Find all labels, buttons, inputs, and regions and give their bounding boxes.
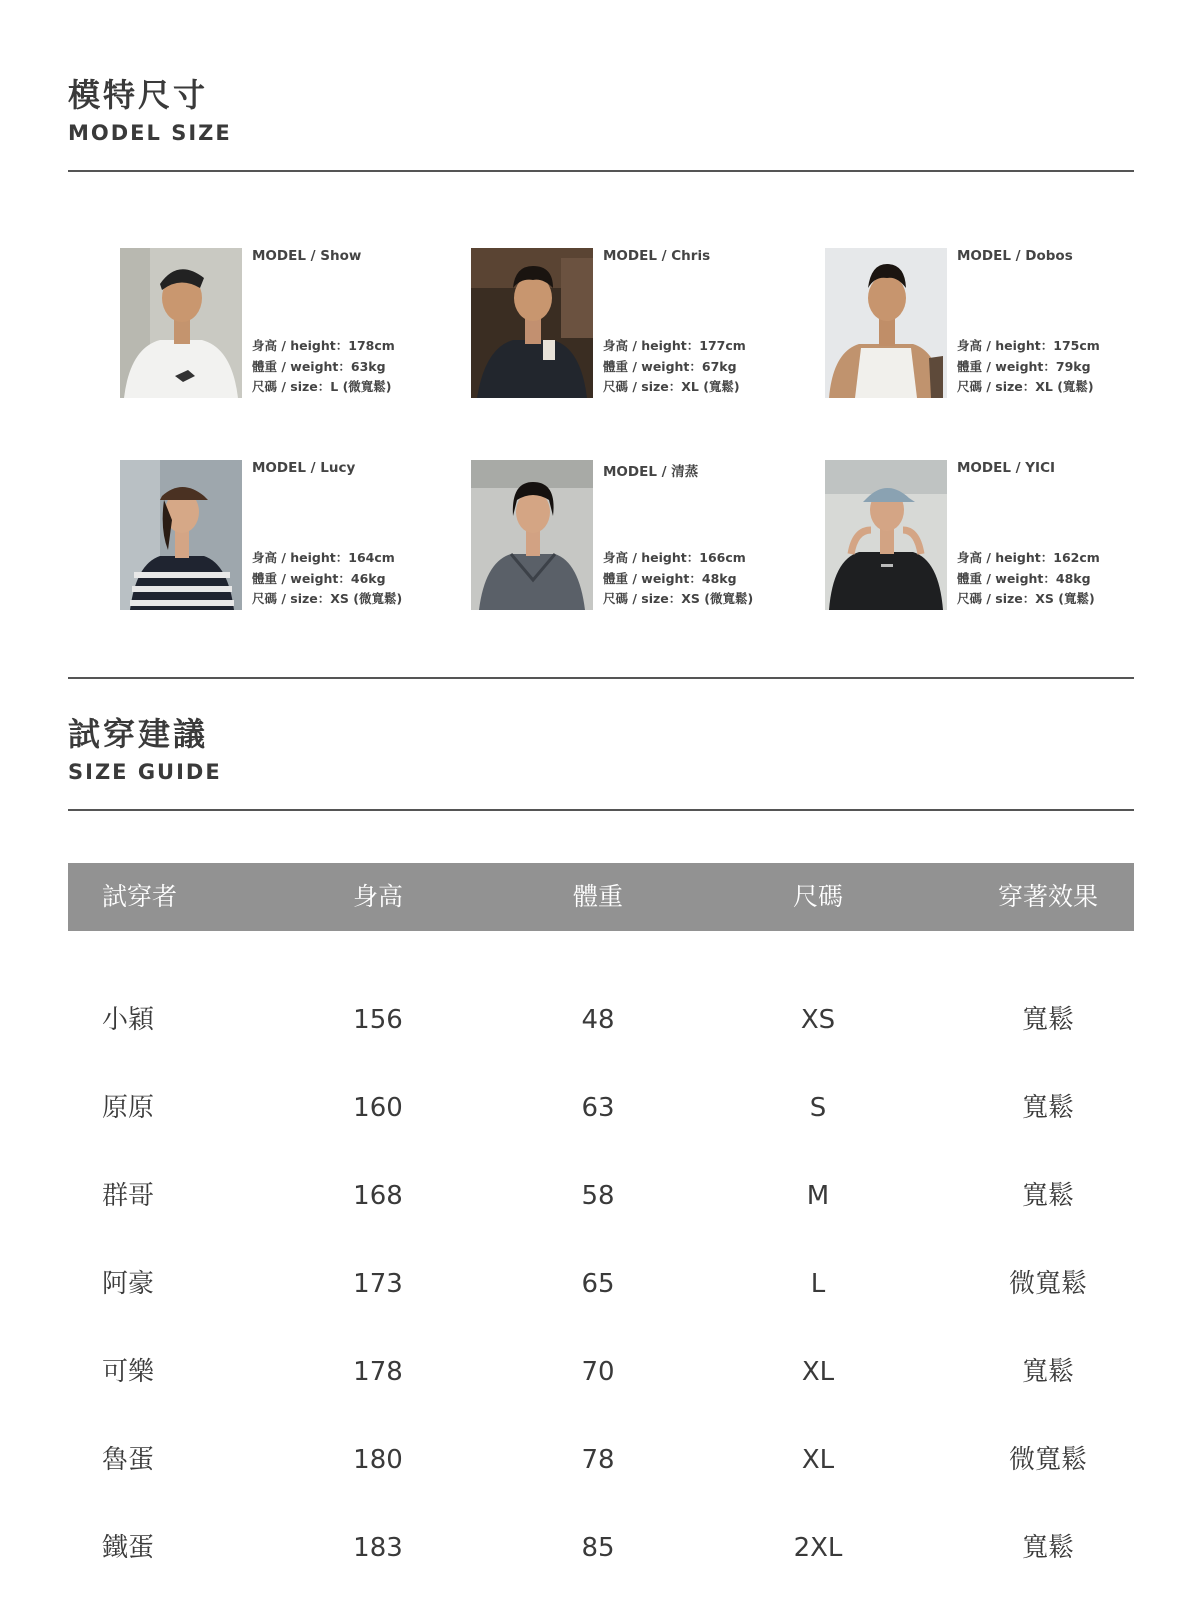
model-name: MODEL / Lucy bbox=[252, 460, 356, 476]
model-stats bbox=[957, 548, 1100, 610]
table-row bbox=[68, 1504, 1134, 1592]
cell-size: S bbox=[809, 1093, 827, 1123]
model-weight: 體重 / weight：48kg bbox=[603, 570, 737, 586]
model-photo bbox=[120, 460, 242, 610]
model-card bbox=[120, 460, 450, 612]
model-size: 尺碼 / size：XS (微寬鬆) bbox=[603, 591, 754, 606]
cell-tester: 群哥 bbox=[102, 1181, 155, 1211]
cell-size: XL bbox=[801, 1445, 835, 1475]
model-card bbox=[120, 248, 450, 400]
cell-height: 160 bbox=[353, 1093, 403, 1123]
model-weight: 體重 / weight：46kg bbox=[252, 570, 386, 586]
cell-weight: 70 bbox=[581, 1357, 615, 1387]
cell-tester: 原原 bbox=[102, 1093, 155, 1123]
table-row bbox=[68, 1064, 1134, 1152]
model-card bbox=[471, 248, 801, 400]
cell-weight: 58 bbox=[581, 1181, 615, 1211]
model-stats bbox=[603, 548, 753, 610]
model-card bbox=[471, 460, 801, 612]
cell-height: 156 bbox=[353, 1005, 403, 1035]
cell-size: 2XL bbox=[793, 1533, 843, 1563]
model-stats bbox=[252, 336, 395, 398]
cell-tester: 可樂 bbox=[102, 1357, 155, 1387]
column-header-fit: 穿著效果 bbox=[997, 882, 1098, 911]
divider bbox=[68, 170, 1134, 172]
model-height: 身高 / height：162cm bbox=[957, 550, 1100, 565]
model-weight: 體重 / weight：67kg bbox=[603, 358, 737, 374]
table-row bbox=[68, 1240, 1134, 1328]
column-header-tester: 試穿者 bbox=[102, 882, 178, 911]
model-size: 尺碼 / size：XL (寬鬆) bbox=[957, 379, 1094, 394]
model-stats bbox=[252, 548, 402, 610]
size-guide-title-en: SIZE GUIDE bbox=[68, 760, 222, 784]
cell-height: 168 bbox=[353, 1181, 403, 1211]
table-row bbox=[68, 1328, 1134, 1416]
cell-weight: 65 bbox=[581, 1269, 615, 1299]
cell-height: 183 bbox=[353, 1533, 403, 1563]
cell-tester: 小穎 bbox=[102, 1005, 155, 1035]
model-height: 身高 / height：178cm bbox=[252, 338, 395, 353]
model-stats bbox=[957, 336, 1100, 398]
model-name: MODEL / 清蒸 bbox=[603, 464, 699, 480]
model-height: 身高 / height：177cm bbox=[603, 338, 746, 353]
model-name: MODEL / Dobos bbox=[957, 248, 1073, 264]
model-size: 尺碼 / size：XS (寬鬆) bbox=[957, 591, 1095, 606]
model-photo bbox=[825, 248, 947, 398]
model-weight: 體重 / weight：79kg bbox=[957, 358, 1091, 374]
model-size-title-zh: 模特尺寸 bbox=[68, 76, 209, 114]
model-size: 尺碼 / size：XS (微寬鬆) bbox=[252, 591, 403, 606]
cell-fit: 寬鬆 bbox=[1021, 1093, 1074, 1123]
cell-height: 180 bbox=[353, 1445, 403, 1475]
model-photo bbox=[471, 460, 593, 610]
cell-tester: 魯蛋 bbox=[102, 1445, 155, 1475]
model-size: 尺碼 / size：L (微寬鬆) bbox=[252, 379, 392, 394]
model-size: 尺碼 / size：XL (寬鬆) bbox=[603, 379, 740, 394]
cell-tester: 鐵蛋 bbox=[102, 1533, 155, 1563]
cell-weight: 85 bbox=[581, 1533, 615, 1563]
size-table-header bbox=[68, 863, 1134, 931]
cell-size: L bbox=[810, 1269, 826, 1299]
model-name: MODEL / Chris bbox=[603, 248, 711, 264]
cell-size: M bbox=[806, 1181, 830, 1211]
cell-fit: 寬鬆 bbox=[1021, 1005, 1074, 1035]
model-name: MODEL / YICI bbox=[957, 460, 1056, 476]
cell-size: XS bbox=[800, 1005, 836, 1035]
column-header-size: 尺碼 bbox=[792, 882, 843, 911]
model-card bbox=[825, 460, 1155, 612]
model-photo bbox=[120, 248, 242, 398]
table-row bbox=[68, 1152, 1134, 1240]
model-photo bbox=[825, 460, 947, 610]
cell-height: 173 bbox=[353, 1269, 403, 1299]
table-row bbox=[68, 1416, 1134, 1504]
cell-fit: 微寬鬆 bbox=[1008, 1445, 1087, 1475]
cell-weight: 63 bbox=[581, 1093, 615, 1123]
cell-weight: 48 bbox=[581, 1005, 615, 1035]
cell-fit: 微寬鬆 bbox=[1008, 1269, 1087, 1299]
model-height: 身高 / height：164cm bbox=[252, 550, 395, 565]
model-card bbox=[825, 248, 1155, 400]
cell-fit: 寬鬆 bbox=[1021, 1533, 1074, 1563]
model-height: 身高 / height：166cm bbox=[603, 550, 746, 565]
cell-tester: 阿豪 bbox=[102, 1269, 155, 1299]
column-header-weight: 體重 bbox=[572, 882, 623, 911]
size-guide-title-zh: 試穿建議 bbox=[68, 715, 209, 753]
model-weight: 體重 / weight：63kg bbox=[252, 358, 386, 374]
table-row bbox=[68, 976, 1134, 1064]
model-size-title-en: MODEL SIZE bbox=[68, 121, 232, 145]
model-photo bbox=[471, 248, 593, 398]
divider bbox=[68, 809, 1134, 811]
model-stats bbox=[603, 336, 746, 398]
cell-fit: 寬鬆 bbox=[1021, 1181, 1074, 1211]
model-weight: 體重 / weight：48kg bbox=[957, 570, 1091, 586]
column-header-height: 身高 bbox=[352, 882, 403, 911]
model-height: 身高 / height：175cm bbox=[957, 338, 1100, 353]
divider bbox=[68, 677, 1134, 679]
cell-weight: 78 bbox=[581, 1445, 615, 1475]
cell-fit: 寬鬆 bbox=[1021, 1357, 1074, 1387]
model-name: MODEL / Show bbox=[252, 248, 362, 264]
cell-size: XL bbox=[801, 1357, 835, 1387]
cell-height: 178 bbox=[353, 1357, 403, 1387]
